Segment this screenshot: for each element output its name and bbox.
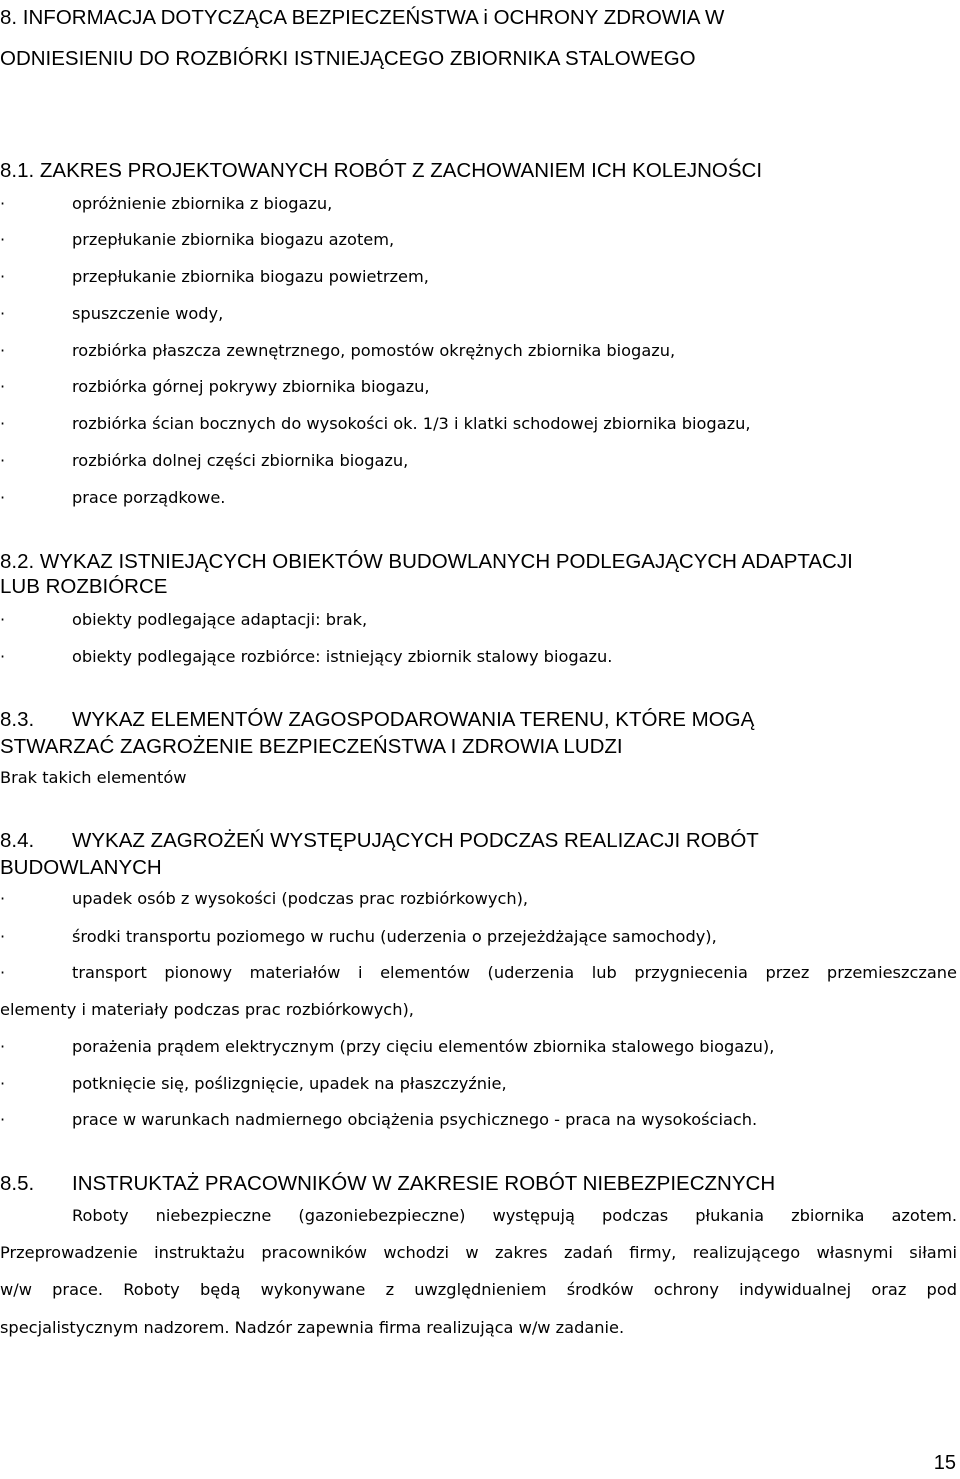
bullet-icon: · xyxy=(0,927,6,946)
section-8-3-heading-line2: STWARZAĆ ZAGROŻENIE BEZPIECZEŃSTWA I ZDROWIA LUDZI xyxy=(0,735,623,758)
section-number: 8.3. xyxy=(0,708,35,731)
bullet-icon: · xyxy=(0,341,6,360)
paragraph-line: Roboty niebezpieczne (gazoniebezpieczne) występują podczas płukania zbiornika azotem. xyxy=(72,1206,957,1225)
bullet-icon: · xyxy=(0,1074,6,1093)
section-number: 8.4. xyxy=(0,829,35,852)
section-8-1-heading: 8.1. ZAKRES PROJEKTOWANYCH ROBÓT Z ZACHOWANIEM ICH KOLEJNOŚCI xyxy=(0,159,763,182)
paragraph-line: specjalistycznym nadzorem. Nadzór zapewnia firma realizująca w/w zadanie. xyxy=(0,1318,625,1337)
list-item-text-line2: elementy i materiały podczas prac rozbiórkowych), xyxy=(0,1000,414,1019)
bullet-icon: · xyxy=(0,488,6,507)
section-8-2-heading-line2: LUB ROZBIÓRCE xyxy=(0,575,168,598)
bullet-icon: · xyxy=(0,304,6,323)
section-title: WYKAZ ZAGROŻEŃ WYSTĘPUJĄCYCH PODCZAS REALIZACJI ROBÓT xyxy=(72,829,759,852)
list-item-text-line1: transport pionowy materiałów i elementów (uderzenia lub przygniecenia przez przemieszczane xyxy=(72,963,957,982)
section-title: WYKAZ ELEMENTÓW ZAGOSPODAROWANIA TERENU, KTÓRE MOGĄ xyxy=(72,708,755,731)
bullet-icon: · xyxy=(0,963,6,982)
section-8-4-heading-line2: BUDOWLANYCH xyxy=(0,856,162,879)
paragraph-line: w/w prace. Roboty będą wykonywane z uwzględnieniem środków ochrony indywidualnej oraz pod xyxy=(0,1280,957,1299)
bullet-icon: · xyxy=(0,267,6,286)
bullet-icon: · xyxy=(0,451,6,470)
bullet-icon: · xyxy=(0,194,6,213)
section-8-2-heading-line1: 8.2. WYKAZ ISTNIEJĄCYCH OBIEKTÓW BUDOWLANYCH PODLEGAJĄCYCH ADAPTACJI xyxy=(0,550,853,573)
bullet-icon: · xyxy=(0,647,6,666)
section-8-3-text: Brak takich elementów xyxy=(0,768,187,787)
bullet-icon: · xyxy=(0,377,6,396)
document-page: 8. INFORMACJA DOTYCZĄCA BEZPIECZEŃSTWA i OCHRONY ZDROWIA W ODNIESIENIU DO ROZBIÓRKI ISTNIEJĄCEGO ZBIORNIKA STALOWEGO 8.1. ZAKRES PROJEKTOWANYCH ROBÓT Z ZACHOWANIEM ICH KOLEJNOŚCI · opróżnienie zbiornika z biogazu, · przepłukanie zbiornika biogazu azotem, · przepłukanie zbiornika biogazu powietrzem, · spuszczenie wody, · rozbiórka płaszcza zewnętrznego, pomostów okrężnych zbiornika biogazu, · rozbiórka górnej pokrywy zbiornika biogazu, · rozbiórka ścian bocznych do wysokości ok. 1/3 i klatki schodowej zbiornika biogazu, · rozbiórka dolnej części zbiornika biogazu, · prace porządkowe. 8.2. WYKAZ ISTNIEJĄCYCH OBIEKTÓW BUDOWLANYCH PODLEGAJĄCYCH ADAPTACJI LUB ROZBIÓRCE · obiekty podlegające adaptacji: brak, · obiekty podlegające rozbiórce: istniejący zbiornik stalowy biogazu. 8.3. WYKAZ ELEMENTÓW ZAGOSPODAROWANIA TERENU, KTÓRE MOGĄ STWARZAĆ ZAGROŻENIE BEZPIECZEŃSTWA I ZDROWIA LUDZI Brak takich elementów 8.4. WYKAZ ZAGROŻEŃ WYSTĘPUJĄCYCH PODCZAS REALIZACJI ROBÓT BUDOWLANYCH · upadek osób z wysokości (podczas prac rozbiórkowych), · środki transportu poziomego w ruchu (uderzenia o przejeżdżające samochody), · transport pionowy materiałów i elementów (uderzenia lub przygniecenia przez przemieszczane elementy i materiały podczas prac rozbiórkowych), · porażenia prądem elektrycznym (przy cięciu elementów zbiornika stalowego biogazu), · potknięcie się, poślizgnięcie, upadek na płaszczyźnie, · prace w warunkach nadmiernego obciążenia psychicznego - praca na wysokościach. 8.5. INSTRUKTAŻ PRACOWNIKÓW W ZAKRESIE ROBÓT NIEBEZPIECZNYCH Roboty niebezpieczne (gazoniebezpieczne) występują podczas płukania zbiornika azotem. Przeprowadzenie instruktażu pracowników wchodzi w zakres zadań firmy, realizującego własnymi siłami w/w prace. Roboty będą wykonywane z uwzględnieniem środków ochrony indywidualnej oraz pod specjalistycznym nadzorem. Nadzór zapewnia firma realizująca w/w zadanie. 15 xyxy=(0,0,960,1479)
section-number: 8.5. xyxy=(0,1172,35,1195)
bullet-icon: · xyxy=(0,889,6,908)
bullet-icon: · xyxy=(0,610,6,629)
bullet-icon: · xyxy=(0,230,6,249)
paragraph-line: Przeprowadzenie instruktażu pracowników wchodzi w zakres zadań firmy, realizującego własnymi siłami xyxy=(0,1243,957,1262)
main-heading-line2: ODNIESIENIU DO ROZBIÓRKI ISTNIEJĄCEGO ZBIORNIKA STALOWEGO xyxy=(0,47,696,70)
bullet-icon: · xyxy=(0,1037,6,1056)
main-heading-line1: 8. INFORMACJA DOTYCZĄCA BEZPIECZEŃSTWA i OCHRONY ZDROWIA W xyxy=(0,6,725,29)
bullet-icon: · xyxy=(0,414,6,433)
page-number: 15 xyxy=(933,1452,956,1474)
bullet-icon: · xyxy=(0,1110,6,1129)
section-title: INSTRUKTAŻ PRACOWNIKÓW W ZAKRESIE ROBÓT NIEBEZPIECZNYCH xyxy=(72,1172,776,1195)
